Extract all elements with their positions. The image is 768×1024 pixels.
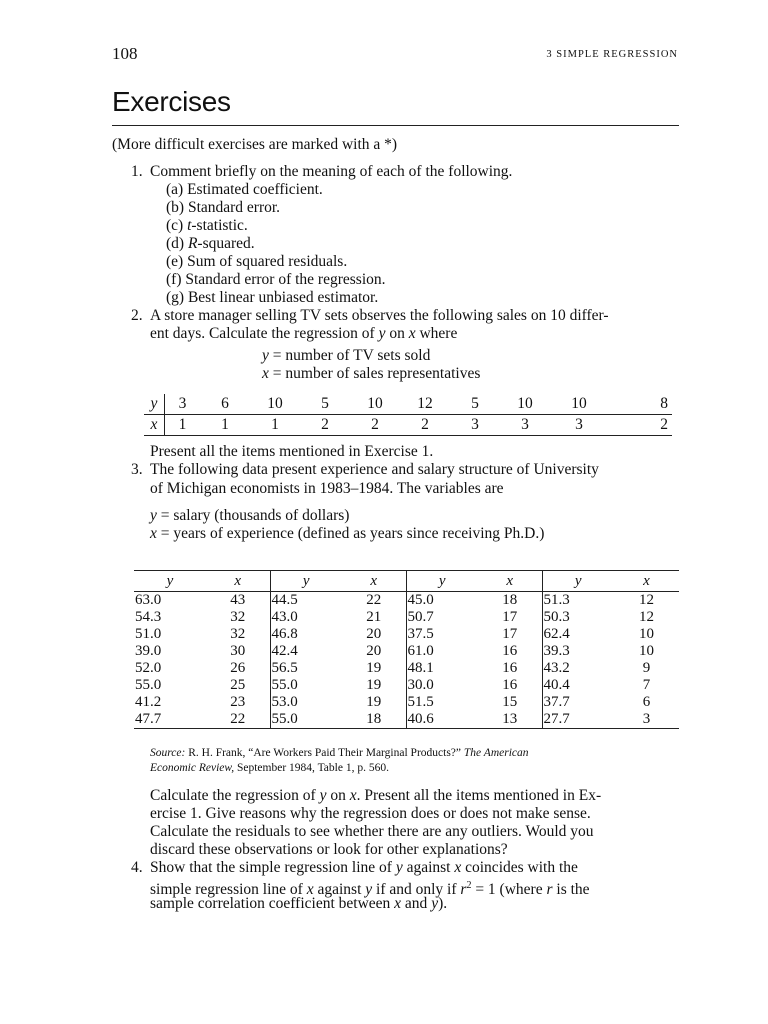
- exercise-1-item: (e) Sum of squared residuals.: [166, 253, 348, 270]
- exercise-4-line-1: Show that the simple regression line of y against x coincides with the: [150, 859, 578, 876]
- salary-cell: 30.0: [407, 677, 434, 693]
- experience-cell: 22: [342, 592, 406, 610]
- experience-cell: 19: [342, 694, 406, 711]
- exercise-1-item: (b) Standard error.: [166, 199, 281, 216]
- experience-cell: 16: [478, 677, 542, 694]
- experience-cell: 19: [342, 660, 406, 677]
- experience-cell: 26: [206, 660, 270, 677]
- exercise-4-number: 4.: [131, 859, 143, 876]
- experience-cell: 32: [206, 609, 270, 626]
- salary-cell: 48.1: [407, 660, 434, 676]
- experience-cell: 21: [342, 609, 406, 626]
- salary-cell: 51.0: [135, 626, 162, 642]
- salary-cell: 41.2: [135, 694, 162, 710]
- column-header: x: [206, 571, 270, 592]
- salary-cell: 47.7: [135, 711, 162, 727]
- salary-cell: 51.3: [543, 592, 570, 608]
- exercise-1-text: Comment briefly on the meaning of each of the following.: [150, 163, 513, 180]
- column-header: y: [302, 572, 310, 589]
- salary-cell: 55.0: [271, 677, 298, 693]
- tv-y-value: 6: [200, 394, 250, 415]
- exercise-3-def-y: y = salary (thousands of dollars): [150, 507, 350, 524]
- table-row: [134, 660, 679, 677]
- exercise-2-after: Present all the items mentioned in Exercise 1.: [150, 443, 434, 460]
- tv-y-value: 5: [300, 394, 350, 415]
- experience-cell: 3: [642, 711, 651, 727]
- experience-cell: 17: [478, 609, 542, 626]
- experience-cell: 17: [478, 626, 542, 643]
- experience-cell: 20: [342, 643, 406, 660]
- tv-x-label: x: [144, 415, 165, 436]
- tv-y-value: 8: [608, 394, 672, 415]
- intro-note: (More difficult exercises are marked with a *): [112, 136, 398, 153]
- salary-table: [134, 570, 679, 729]
- tv-x-value: 1: [200, 415, 250, 436]
- exercise-4-line-3: sample correlation coefficient between x and y).: [150, 895, 448, 912]
- salary-cell: 55.0: [271, 711, 298, 727]
- tv-x-value: 2: [608, 415, 672, 436]
- column-header: y: [438, 572, 446, 589]
- exercise-3-def-x: x = years of experience (defined as years since receiving Ph.D.): [150, 525, 545, 542]
- exercise-2-def-y: y = number of TV sets sold: [262, 347, 431, 364]
- tv-x-value: 2: [400, 415, 450, 436]
- experience-cell: 23: [206, 694, 270, 711]
- exercise-2-number: 2.: [131, 307, 143, 324]
- experience-cell: 12: [639, 592, 654, 608]
- exercise-3-line-1: The following data present experience and salary structure of University: [150, 461, 599, 478]
- tv-x-value: 3: [550, 415, 608, 436]
- experience-cell: 12: [639, 609, 654, 625]
- tv-sales-y-row: [144, 394, 672, 415]
- column-header: x: [478, 571, 542, 592]
- tv-x-value: 3: [500, 415, 550, 436]
- experience-cell: 22: [206, 711, 270, 729]
- salary-cell: 61.0: [407, 643, 434, 659]
- table-row: [134, 609, 679, 626]
- experience-cell: 10: [639, 643, 654, 659]
- table-row: [134, 677, 679, 694]
- experience-cell: 25: [206, 677, 270, 694]
- salary-cell: 52.0: [135, 660, 162, 676]
- page-number: 108: [112, 44, 138, 63]
- salary-table-body: [134, 592, 679, 729]
- salary-cell: 37.7: [543, 694, 570, 710]
- salary-table-header: [134, 571, 679, 592]
- tv-y-value: 10: [350, 394, 400, 415]
- table-row: [134, 626, 679, 643]
- experience-cell: 16: [478, 660, 542, 677]
- experience-cell: 43: [206, 592, 270, 610]
- exercise-2-line-1: A store manager selling TV sets observes the following sales on 10 differ-: [150, 307, 609, 324]
- tv-x-value: 3: [450, 415, 500, 436]
- salary-cell: 53.0: [271, 694, 298, 710]
- exercise-3-line-2: of Michigan economists in 1983–1984. The variables are: [150, 480, 504, 497]
- section-title: Exercises: [112, 86, 231, 117]
- exercise-1-item: (g) Best linear unbiased estimator.: [166, 289, 379, 306]
- exercise-2-def-x: x = number of sales representatives: [262, 365, 481, 382]
- exercise-2-line-2: ent days. Calculate the regression of y on x where: [150, 325, 458, 342]
- salary-cell: 55.0: [135, 677, 162, 693]
- column-header: y: [166, 572, 174, 589]
- exercise-3-para-3: Calculate the residuals to see whether there are any outliers. Would you: [150, 823, 594, 840]
- tv-y-value: 10: [550, 394, 608, 415]
- salary-cell: 50.3: [543, 609, 570, 625]
- salary-cell: 56.5: [271, 660, 298, 676]
- exercise-3-para-4: discard these observations or look for other explanations?: [150, 841, 508, 858]
- tv-y-value: 12: [400, 394, 450, 415]
- tv-y-value: 5: [450, 394, 500, 415]
- salary-cell: 39.3: [543, 643, 570, 659]
- column-header: y: [574, 572, 582, 589]
- exercise-1-item: (a) Estimated coefficient.: [166, 181, 323, 198]
- experience-cell: 15: [478, 694, 542, 711]
- tv-sales-x-row: [144, 415, 672, 436]
- salary-cell: 40.4: [543, 677, 570, 693]
- salary-cell: 45.0: [407, 592, 434, 608]
- experience-cell: 32: [206, 626, 270, 643]
- table-row: [134, 694, 679, 711]
- exercise-4-line-2: simple regression line of x against y if and only if $r^2 = 1$ (where r is the: [150, 880, 590, 899]
- salary-cell: 40.6: [407, 711, 434, 727]
- tv-sales-table: [144, 394, 672, 436]
- salary-cell: 50.7: [407, 609, 434, 625]
- exercise-3-number: 3.: [131, 461, 143, 478]
- tv-y-value: 10: [250, 394, 300, 415]
- tv-x-value: 1: [165, 415, 201, 436]
- source-line-2: Economic Review, September 1984, Table 1, p. 560.: [150, 762, 389, 774]
- salary-cell: 62.4: [543, 626, 570, 642]
- exercise-1-item: (d) R-squared.: [166, 235, 255, 252]
- salary-cell: 39.0: [135, 643, 162, 659]
- salary-cell: 43.0: [271, 609, 298, 625]
- experience-cell: 16: [478, 643, 542, 660]
- experience-cell: 9: [642, 660, 651, 676]
- experience-cell: 30: [206, 643, 270, 660]
- experience-cell: 20: [342, 626, 406, 643]
- tv-y-label: y: [144, 394, 165, 415]
- exercise-1-number: 1.: [131, 163, 143, 180]
- salary-cell: 51.5: [407, 694, 434, 710]
- exercise-3-para-1: Calculate the regression of y on x. Present all the items mentioned in Ex-: [150, 787, 602, 804]
- table-row: [134, 711, 679, 729]
- salary-cell: 37.5: [407, 626, 434, 642]
- salary-cell: 44.5: [271, 592, 298, 608]
- exercise-1-item: (f) Standard error of the regression.: [166, 271, 386, 288]
- salary-cell: 42.4: [271, 643, 298, 659]
- tv-x-value: 1: [250, 415, 300, 436]
- experience-cell: 18: [342, 711, 406, 729]
- salary-cell: 27.7: [543, 711, 570, 727]
- salary-cell: 63.0: [135, 592, 162, 608]
- experience-cell: 7: [642, 677, 651, 693]
- running-head: 3 SIMPLE REGRESSION: [546, 49, 678, 60]
- tv-x-value: 2: [300, 415, 350, 436]
- tv-y-value: 10: [500, 394, 550, 415]
- salary-cell: 46.8: [271, 626, 298, 642]
- table-row: [134, 643, 679, 660]
- experience-cell: 19: [342, 677, 406, 694]
- experience-cell: 13: [478, 711, 542, 729]
- experience-cell: 18: [478, 592, 542, 610]
- tv-y-value: 3: [165, 394, 201, 415]
- title-rule: [112, 125, 679, 126]
- exercise-1-item: (c) t-statistic.: [166, 217, 248, 234]
- experience-cell: 10: [639, 626, 654, 642]
- column-header: x: [342, 571, 406, 592]
- salary-cell: 54.3: [135, 609, 162, 625]
- tv-x-value: 2: [350, 415, 400, 436]
- salary-cell: 43.2: [543, 660, 570, 676]
- source-line-1: Source: R. H. Frank, “Are Workers Paid Their Marginal Products?” The American: [150, 747, 529, 759]
- table-row: [134, 592, 679, 610]
- column-header: x: [643, 572, 650, 589]
- experience-cell: 6: [642, 694, 651, 710]
- exercise-3-para-2: ercise 1. Give reasons why the regression does or does not make sense.: [150, 805, 591, 822]
